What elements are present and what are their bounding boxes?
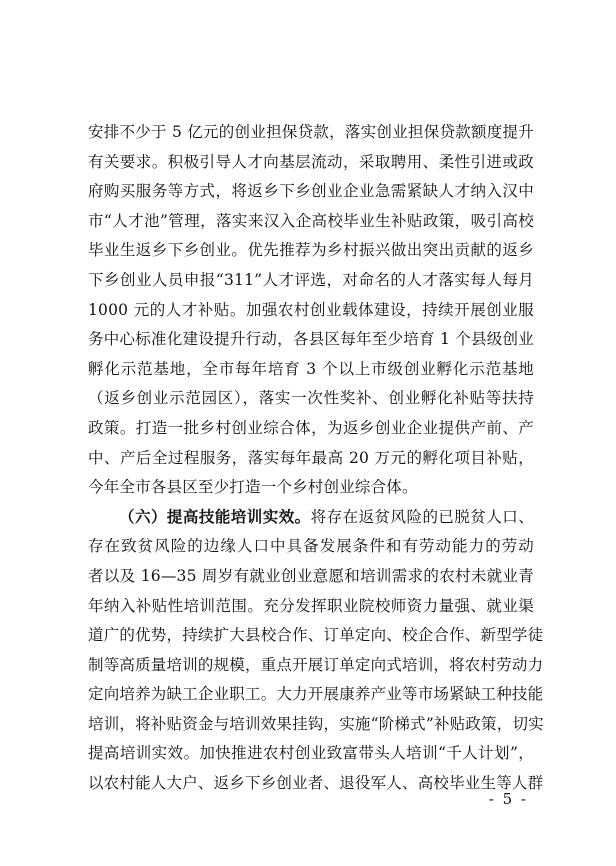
page-number: - 5 - <box>488 790 528 808</box>
text-line: 存在致贫风险的边缘人口中具备发展条件和有劳动能力的劳动 <box>88 537 534 556</box>
text-line: 提高培训实效。加快推进农村创业致富带头人培训“千人计划”， <box>88 744 534 763</box>
text-line: 有关要求。积极引导人才向基层流动，采取聘用、柔性引进或政 <box>88 152 534 171</box>
text-line: 1000 元的人才补贴。加强农村创业载体建设，持续开展创业服 <box>88 300 534 319</box>
body-text <box>88 118 544 799</box>
text-line: 以农村能人大户、返乡下乡创业者、退役军人、高校毕业生等人群 <box>88 774 544 793</box>
text-line: 务中心标准化建设提升行动，各县区每年至少培育 1 个县级创业 <box>88 330 534 349</box>
paragraph-1 <box>88 118 534 503</box>
text-line: 中、产后全过程服务，落实每年最高 20 万元的孵化项目补贴， <box>88 448 534 467</box>
section-heading: （六）提高技能培训实效。 <box>119 507 311 526</box>
text-line: 道广的优势，持续扩大县校合作、订单定向、校企合作、新型学徒 <box>88 626 544 645</box>
text-line: （返乡创业示范园区），落实一次性奖补、创业孵化补贴等扶持 <box>88 389 534 408</box>
text-line <box>88 503 534 533</box>
text-line: 今年全市各县区至少打造一个乡村创业综合体。 <box>88 478 418 497</box>
text-line: 孵化示范基地，全市每年培育 3 个以上市级创业孵化示范基地 <box>88 359 534 378</box>
text-line: 制等高质量培训的规模，重点开展订单定向式培训，将农村劳动力 <box>88 655 544 674</box>
text-line: 培训，将补贴资金与培训效果挂钩，实施“阶梯式”补贴政策，切实 <box>88 714 544 733</box>
text-line: 者以及 16—35 周岁有就业创业意愿和培训需求的农村未就业青 <box>88 566 534 585</box>
text-line: 下乡创业人员申报“311”人才评选，对命名的人才落实每人每月 <box>88 270 534 289</box>
text-line: 年纳入补贴性培训范围。充分发挥职业院校师资力量强、就业渠 <box>88 596 534 615</box>
paragraph-2 <box>88 503 544 799</box>
text-line: 安排不少于 5 亿元的创业担保贷款，落实创业担保贷款额度提升 <box>88 123 534 141</box>
text-line: 市“人才池”管理，落实来汉入企高校毕业生补贴政策，吸引高校 <box>88 211 534 230</box>
text-line: 府购买服务等方式，将返乡下乡创业企业急需紧缺人才纳入汉中 <box>88 182 534 201</box>
text-span: 将存在返贫风险的已脱贫人口、 <box>310 507 534 526</box>
text-line: 定向培养为缺工企业职工。大力开展康养产业等市场紧缺工种技能 <box>88 685 544 704</box>
text-line: 政策。打造一批乡村创业综合体，为返乡创业企业提供产前、产 <box>88 418 534 437</box>
text-line: 毕业生返乡下乡创业。优先推荐为乡村振兴做出突出贡献的返乡 <box>88 241 534 260</box>
